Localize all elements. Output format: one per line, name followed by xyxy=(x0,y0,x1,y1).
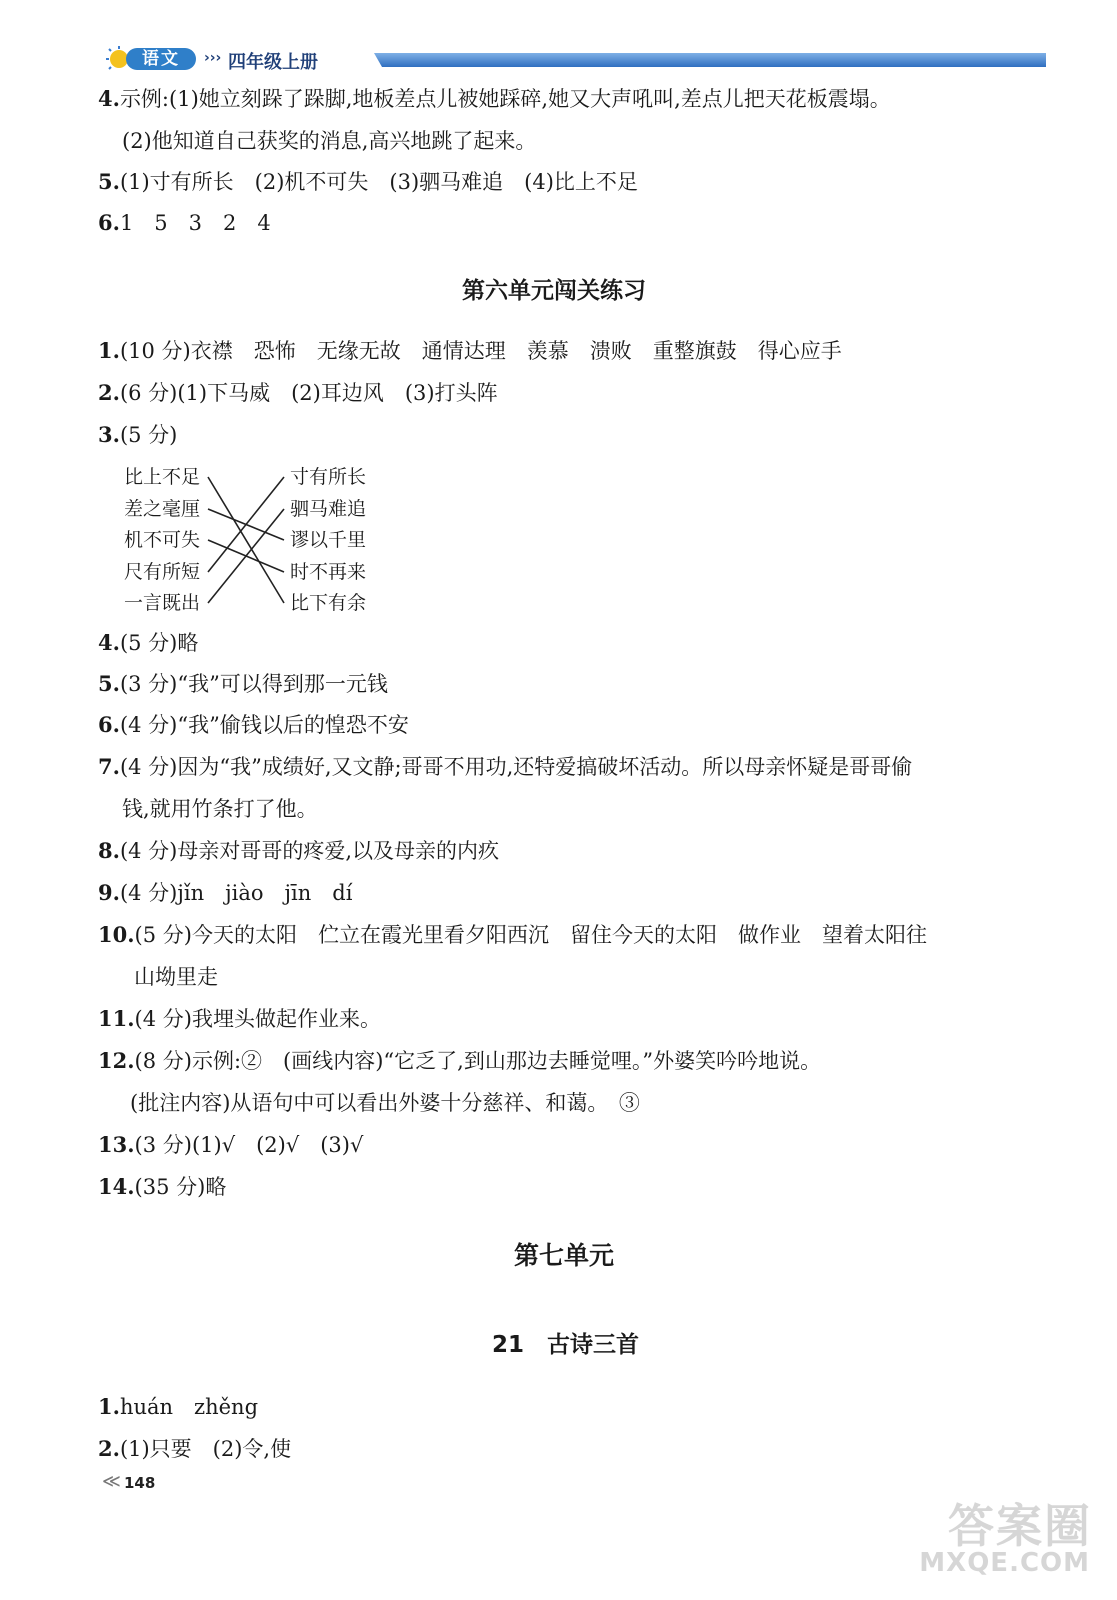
matching-lines xyxy=(124,462,384,622)
answer-line: 7.(4 分)因为“我”成绩好,又文静;哥哥不用功,还特爱搞破坏活动。所以母亲怀疑是哥哥偷 xyxy=(98,754,913,779)
matching-right-item: 谬以千里 xyxy=(290,529,367,551)
matching-line xyxy=(208,509,284,603)
page-header xyxy=(98,40,1048,76)
answer-line: 10.(5 分)今天的太阳 伫立在霞光里看夕阳西沉 留住今天的太阳 做作业 望着太阳往 xyxy=(98,922,927,947)
matching-right-item: 比下有余 xyxy=(290,592,367,614)
chevron-icon: ››› xyxy=(204,50,222,66)
answer-line: 钱,就用竹条打了他。 xyxy=(122,797,318,821)
matching-left-item: 一言既出 xyxy=(124,592,201,614)
matching-exercise xyxy=(124,462,384,622)
matching-left-item: 尺有所短 xyxy=(124,561,201,583)
header-bar xyxy=(374,53,1046,67)
matching-right-item: 驷马难追 xyxy=(290,498,367,520)
answer-line: 11.(4 分)我埋头做起作业来。 xyxy=(98,1006,381,1031)
answer-line: 5.(1)寸有所长 (2)机不可失 (3)驷马难追 (4)比上不足 xyxy=(98,169,638,194)
answer-line: 12.(8 分)示例:② (画线内容)“它乏了,到山那边去睡觉哩。”外婆笑吟吟地说。 xyxy=(98,1048,822,1073)
matching-left-item: 机不可失 xyxy=(124,529,201,551)
answer-line: (2)他知道自己获奖的消息,高兴地跳了起来。 xyxy=(122,129,537,153)
answer-line: 13.(3 分)(1)√ (2)√ (3)√ xyxy=(98,1132,364,1157)
matching-right-item: 寸有所长 xyxy=(290,466,367,488)
answer-line: 8.(4 分)母亲对哥哥的疼爱,以及母亲的内疚 xyxy=(98,838,500,863)
answer-line: (批注内容)从语句中可以看出外婆十分慈祥、和蔼。 ③ xyxy=(130,1091,640,1115)
answer-line: 1.(10 分)衣襟 恐怖 无缘无故 通情达理 羡慕 溃败 重整旗鼓 得心应手 xyxy=(98,338,842,363)
answer-line: 1.huán zhěng xyxy=(98,1394,259,1419)
answer-line: 2.(1)只要 (2)令,使 xyxy=(98,1436,292,1461)
answer-line: 9.(4 分)jǐn jiào jīn dí xyxy=(98,880,353,905)
section-title: 第六单元闯关练习 xyxy=(462,278,646,304)
answer-line: 山坳里走 xyxy=(134,965,218,989)
grade-label: 四年级上册 xyxy=(228,52,318,73)
answer-line: 4.示例:(1)她立刻跺了跺脚,地板差点儿被她踩碎,她又大声吼叫,差点儿把天花板震塌。 xyxy=(98,86,891,111)
matching-left-item: 差之毫厘 xyxy=(124,498,201,520)
matching-left-item: 比上不足 xyxy=(124,466,201,488)
answer-line: 14.(35 分)略 xyxy=(98,1174,227,1199)
answer-line: 2.(6 分)(1)下马威 (2)耳边风 (3)打头阵 xyxy=(98,380,498,405)
matching-line xyxy=(208,477,284,603)
watermark-logo: 答案圈 MXQE.COM xyxy=(919,1499,1092,1578)
answer-line: 4.(5 分)略 xyxy=(98,630,199,655)
answer-line: 6.1 5 3 2 4 xyxy=(98,210,271,235)
answer-line: 5.(3 分)“我”可以得到那一元钱 xyxy=(98,671,388,696)
answer-line: 6.(4 分)“我”偷钱以后的惶恐不安 xyxy=(98,712,409,737)
page-number: 148 xyxy=(124,1474,156,1492)
answer-line: 3.(5 分) xyxy=(98,422,178,447)
lesson-title: 21 古诗三首 xyxy=(492,1332,640,1358)
unit-title: 第七单元 xyxy=(514,1241,615,1270)
matching-line xyxy=(208,477,284,572)
subject-label: 语文 xyxy=(126,48,196,70)
matching-right-item: 时不再来 xyxy=(290,561,367,583)
page-arrow-icon: ≪ xyxy=(102,1471,121,1492)
